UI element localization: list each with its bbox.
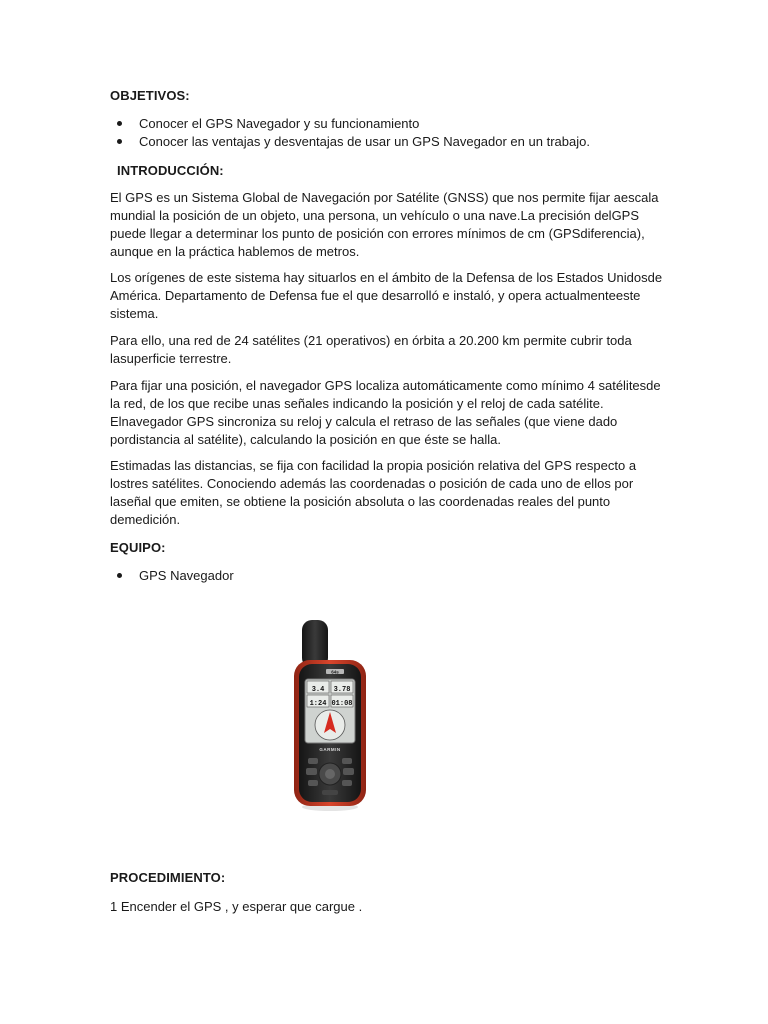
equipo-item: GPS Navegador (110, 567, 234, 585)
procedimiento-heading: PROCEDIMIENTO: (110, 870, 226, 885)
intro-paragraph-1: El GPS es un Sistema Global de Navegación por Satélite (GNSS) que nos permite fijar aescala mundial la posición de un objeto, una persona, un vehículo o una nave.La precisión delGPS puede llegar a determinar los punto de posición con errores mínimos de cm (GPSdiferencia), aunque en la práctica hablemos de metros. (110, 190, 659, 259)
intro-paragraph-2: Los orígenes de este sistema hay situarlos en el ámbito de la Defensa de los Estados Unidosde América. Departamento de Defensa fue el que desarrolló e instaló, y opera actualmenteeste sistema. (110, 270, 663, 321)
introduccion-heading: INTRODUCCIÓN: (117, 163, 224, 178)
equipo-list (110, 567, 234, 585)
screen-value-1: 3.4 (311, 686, 325, 694)
gps-device-image (286, 618, 370, 812)
objetivos-list (110, 115, 590, 151)
intro-paragraph-3: Para ello, una red de 24 satélites (21 operativos) en órbita a 20.200 km permite cubrir toda lasuperficie terrestre. (110, 333, 632, 366)
objetivos-heading: OBJETIVOS: (110, 88, 190, 103)
brand-logo: GARMIN (319, 747, 341, 752)
screen-value-2: 3.78 (333, 686, 351, 694)
objetivos-item: Conocer las ventajas y desventajas de usar un GPS Navegador en un trabajo. (110, 133, 590, 151)
model-badge-text: 64s (331, 669, 339, 675)
procedimiento-step: 1 Encender el GPS , y esperar que cargue . (110, 899, 363, 914)
intro-paragraph-4: Para fijar una posición, el navegador GPS localiza automáticamente como mínimo 4 satélitesde la red, de los que recibe unas señales indicando la posición y el reloj de cada satélite. Elnavegador GPS sincroniza su reloj y calcula el retraso de las señales (que viene dado pordistancia al satélite), calculando la posición en que éste se halla. (110, 378, 661, 447)
objetivos-item: Conocer el GPS Navegador y su funcionamiento (110, 115, 590, 133)
equipo-heading: EQUIPO: (110, 540, 166, 555)
screen-value-4: 01:08 (331, 700, 353, 708)
intro-paragraph-5: Estimadas las distancias, se fija con facilidad la propia posición relativa del GPS respecto a lostres satélites. Conociendo además las coordenadas o posición de cada uno de ellos por laseñal que emiten, se obtiene la posición absoluta o las coordenadas reales del punto demedición. (110, 458, 637, 527)
screen-value-3: 1:24 (309, 700, 327, 708)
